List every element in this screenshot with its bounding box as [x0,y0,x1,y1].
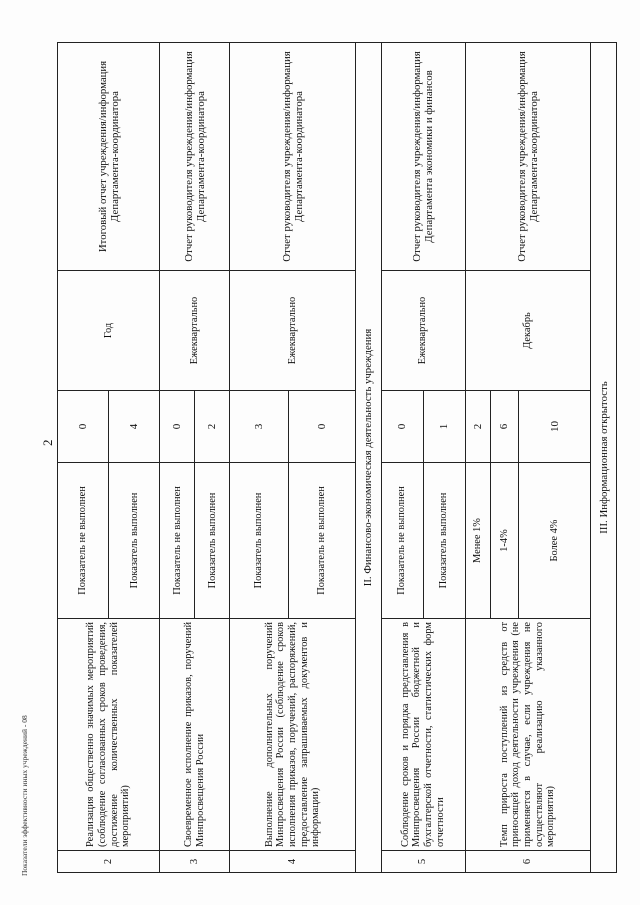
row-number: 6 [465,851,591,873]
points-value: 6 [491,391,519,463]
period: Ежеквартально [381,271,465,391]
points-value: 3 [230,391,288,463]
row-number: 3 [160,851,230,873]
table-row [465,43,491,873]
rotated-table-area [57,43,617,873]
points-value: 2 [465,391,491,463]
page-number: 2 [40,439,55,446]
criterion: Показатель выполнен [423,463,465,619]
report-source: Итоговый отчет учреждения/информация Департамента-координатора [58,43,160,271]
section-heading-openness: III. Информационная открытость [591,43,617,873]
criterion: Менее 1% [465,463,491,619]
indicators-table [57,42,617,873]
points-value: 2 [195,391,230,463]
points-value: 4 [109,391,160,463]
report-source: Отчет руководителя учреждения/информация Департамента-координатора [465,43,591,271]
section-row [591,43,617,873]
indicator-text: Своевременное исполнение приказов, поручений Минпросвещения России [160,619,230,851]
table-row [58,43,109,873]
period: Ежеквартально [160,271,230,391]
row-number: 2 [58,851,160,873]
criterion: Показатель выполнен [195,463,230,619]
period: Ежеквартально [230,271,356,391]
footer-note: Показатели эффективности иных учреждений - 08 [20,715,29,876]
points-value: 0 [58,391,109,463]
period: Декабрь [465,271,591,391]
indicator-text: Реализация общественно значимых мероприятий (соблюдение согласованных сроков проведения, достижение количественных показателей мероприятий) [58,619,160,851]
indicator-text: Темп прироста поступлений из средств от приносящей доход деятельности учреждения (не применяется в случае, если учреждения не осуществляют реализацию указанного мероприятия) [465,619,591,851]
criterion: 1-4% [491,463,519,619]
points-value: 0 [381,391,423,463]
section-row [356,43,382,873]
report-source: Отчет руководителя учреждения/информация Департамента-координатора [160,43,230,271]
criterion: Показатель не выполнен [160,463,195,619]
points-value: 0 [160,391,195,463]
criterion: Показатель не выполнен [288,463,356,619]
row-number: 5 [381,851,465,873]
report-source: Отчет руководителя учреждения/информация Департамента экономики и финансов [381,43,465,271]
criterion: Показатель выполнен [230,463,288,619]
row-number: 4 [230,851,356,873]
criterion: Показатель не выполнен [58,463,109,619]
indicator-text: Соблюдение сроков и порядка представления в Минпросвещения России бюджетной и бухгалтерской отчетности, статистических форм отчетности [381,619,465,851]
points-value: 0 [288,391,356,463]
section-heading-finance: II. Финансово-экономическая деятельность учреждения [356,43,382,873]
report-source: Отчет руководителя учреждения/информация Департамента-координатора [230,43,356,271]
table-row [381,43,423,873]
criterion: Показатель не выполнен [381,463,423,619]
points-value: 1 [423,391,465,463]
indicator-text: Выполнение дополнительных поручений Минпросвещения России (соблюдение сроков исполнения приказов, поручений, распоряжений, предоставление запрашиваемых документов и информации) [230,619,356,851]
points-value: 10 [519,391,591,463]
criterion: Показатель выполнен [109,463,160,619]
criterion: Более 4% [519,463,591,619]
period: Год [58,271,160,391]
table-row [160,43,195,873]
table-row [230,43,288,873]
